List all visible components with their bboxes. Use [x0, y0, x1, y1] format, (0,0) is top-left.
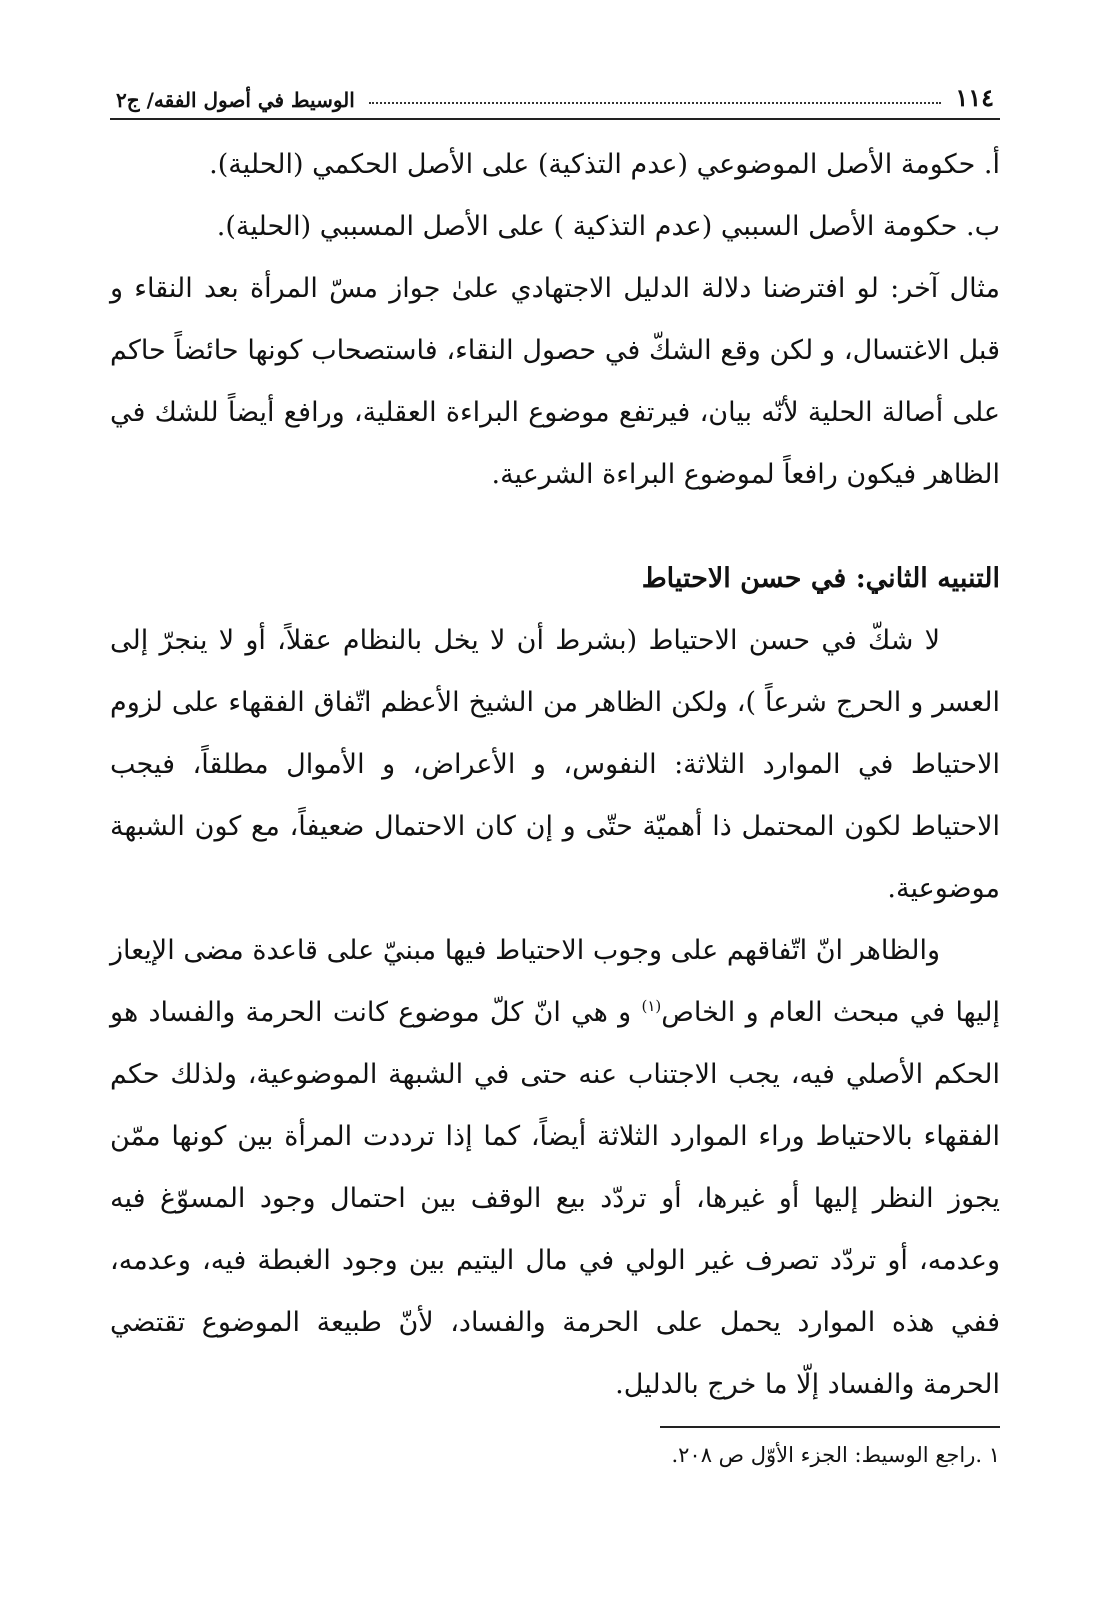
- item-b: ب. حكومة الأصل السببي (عدم التذكية ) على الأصل المسببي (الحلية).: [216, 211, 1000, 242]
- section-gap: [110, 506, 1000, 548]
- paragraph-precaution: لا شكّ في حسن الاحتياط (بشرط أن لا يخل بالنظام عقلاً، أو لا ينجرّ إلى العسر و الحرج شرعاً )، ولكن الظاهر من الشيخ الأعظم اتّفاق الفقهاء على لزوم الاحتياط في الموارد الثلاثة: النفوس، و الأعراض، و الأموال مطلقاً، فيجب الاحتياط لكون المحتمل ذا أهميّة حتّى و إن كان الاحتمال ضعيفاً، مع كون الشبهة موضوعية.: [110, 625, 1000, 904]
- header-dotted-leader: [369, 102, 942, 104]
- running-title: الوسيط في أصول الفقه/ ج٢: [116, 88, 355, 112]
- example-paragraph: مثال آخر: لو افترضنا دلالة الدليل الاجتهادي علىٰ جواز مسّ المرأة بعد النقاء و قبل الاغتسال، و لكن وقع الشكّ في حصول النقاء، فاستصحاب كونها حائضاً حاكم على أصالة الحلية لأنّه بيان، فيرتفع موضوع البراءة العقلية، ورافع أيضاً للشك في الظاهر فيكون رافعاً لموضوع البراءة الشرعية.: [110, 273, 1000, 490]
- page-header: [110, 76, 1000, 120]
- paragraph-rule-part1: والظاهر انّ اتّفاقهم على وجوب الاحتياط فيها مبنيّ على قاعدة مضى الإيعاز إليها في مبحث العام و الخاص: [110, 935, 1000, 1028]
- footnote: ١ .راجع الوسيط: الجزء الأوّل ص ٢٠٨.: [671, 1443, 1000, 1467]
- item-a: أ. حكومة الأصل الموضوعي (عدم التذكية) على الأصل الحكمي (الحلية).: [209, 149, 1000, 180]
- section-heading: التنبيه الثاني: في حسن الاحتياط: [641, 563, 1000, 594]
- footnote-marker: (١): [641, 997, 662, 1015]
- book-page: [110, 76, 1000, 1472]
- page-number: ١١٤: [955, 83, 994, 112]
- paragraph-rule: [110, 920, 1000, 1416]
- main-text: [110, 134, 1000, 1416]
- paragraph-rule-part2: و هي انّ كلّ موضوع كانت الحرمة والفساد هو الحكم الأصلي فيه، يجب الاجتناب عنه حتى في الشبهة الموضوعية، ولذلك حكم الفقهاء بالاحتياط وراء الموارد الثلاثة أيضاً، كما إذا ترددت المرأة بين كونها ممّن يجوز النظر إليها أو غيرها، أو تردّد بيع الوقف بين احتمال وجود المسوّغ فيه وعدمه، أو تردّد تصرف غير الولي في مال اليتيم بين وجود الغبطة فيه، وعدمه، ففي هذه الموارد يحمل على الحرمة والفساد، لأنّ طبيعة الموضوع تقتضي الحرمة والفساد إلّا ما خرج بالدليل.: [110, 997, 1000, 1400]
- footnote-separator: [660, 1426, 1000, 1428]
